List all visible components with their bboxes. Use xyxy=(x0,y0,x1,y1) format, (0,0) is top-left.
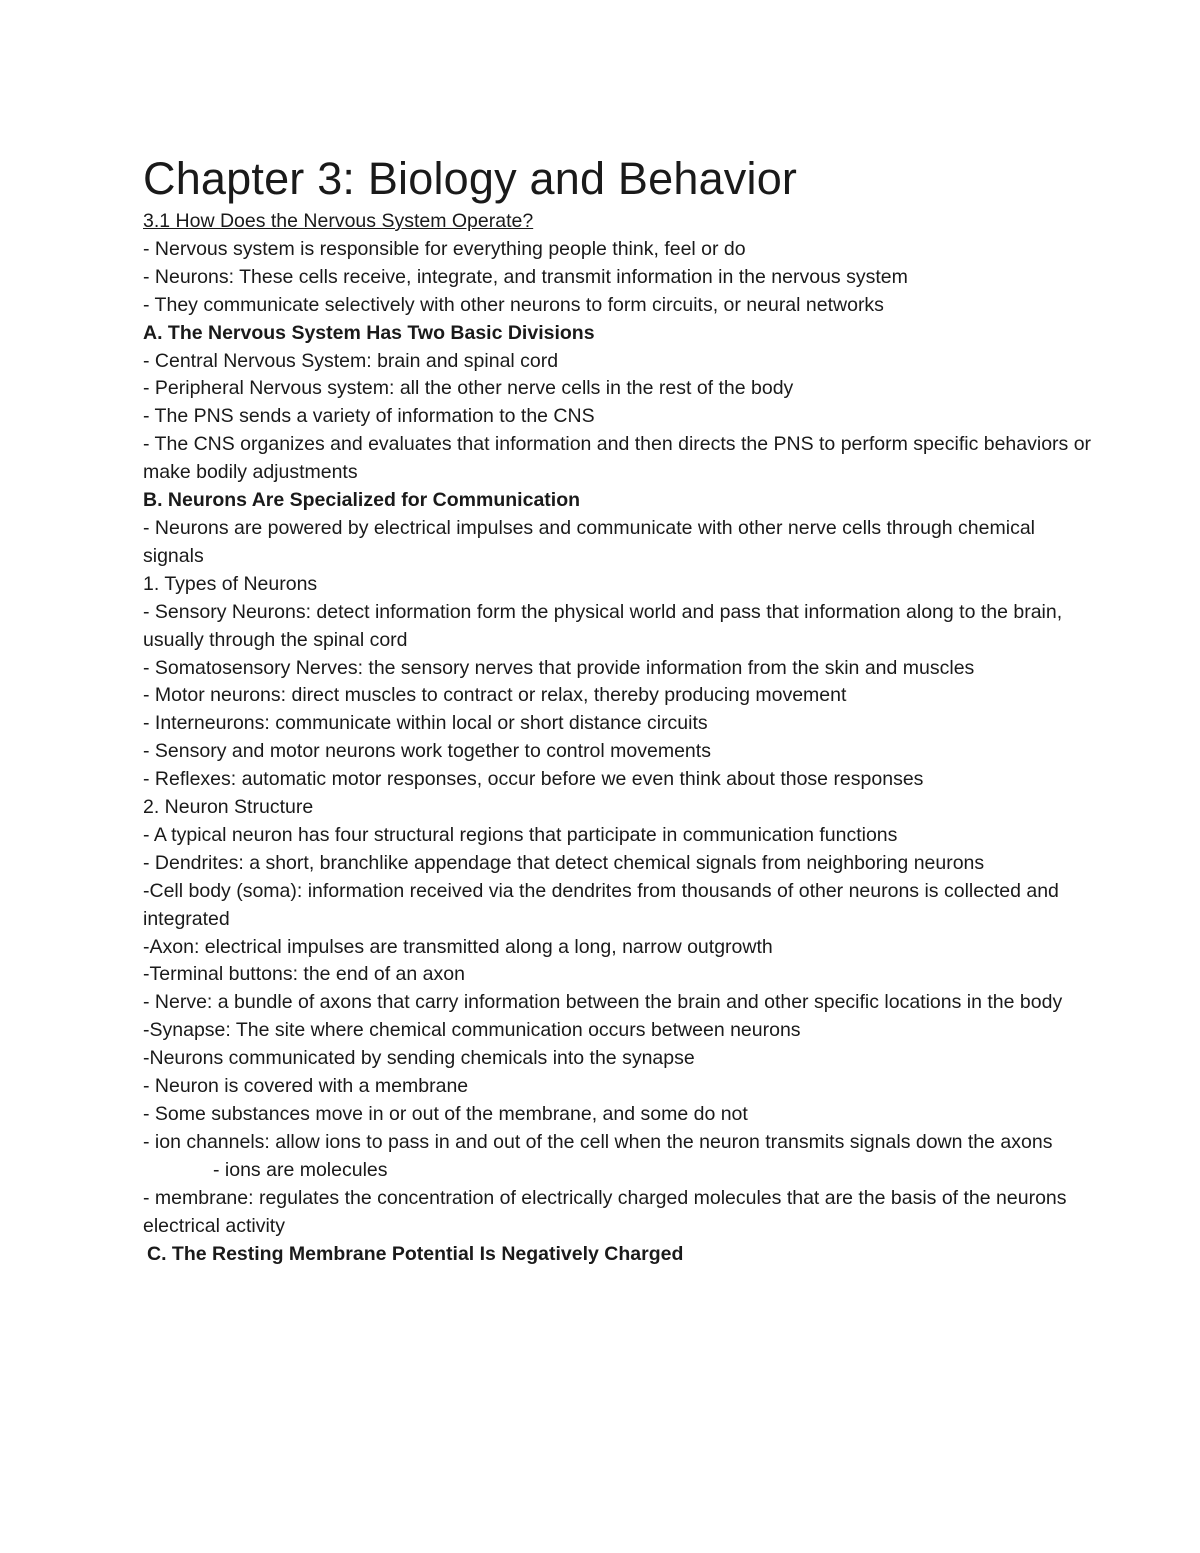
indented-line: - ions are molecules xyxy=(213,1158,388,1181)
body-line: - Somatosensory Nerves: the sensory nerves that provide information from the skin and muscles xyxy=(143,656,975,679)
body-line: -Axon: electrical impulses are transmitted along a long, narrow outgrowth xyxy=(143,935,773,958)
body-line: - Peripheral Nervous system: all the other nerve cells in the rest of the body xyxy=(143,377,794,400)
subheading-c: C. The Resting Membrane Potential Is Negatively Charged xyxy=(147,1242,684,1265)
numbered-heading: 1. Types of Neurons xyxy=(143,572,318,595)
body-line: - They communicate selectively with other neurons to form circuits, or neural networks xyxy=(143,293,884,316)
body-line: -Cell body (soma): information received via the dendrites from thousands of other neurons is collected and integrated xyxy=(143,879,1059,930)
body-line: - Nervous system is responsible for everything people think, feel or do xyxy=(143,237,746,260)
body-line: - Neuron is covered with a membrane xyxy=(143,1075,469,1098)
body-line: - The PNS sends a variety of information to the CNS xyxy=(143,405,595,428)
body-line: - Neurons are powered by electrical impulses and communicate with other nerve cells through chemical signals xyxy=(143,516,1036,567)
numbered-heading: 2. Neuron Structure xyxy=(143,796,314,819)
body-line: - The CNS organizes and evaluates that information and then directs the PNS to perform specific behaviors or make bodily adjustments xyxy=(143,433,1092,484)
body-line: - Sensory Neurons: detect information form the physical world and pass that information along to the brain, usually through the spinal cord xyxy=(143,600,1063,651)
subheading-b: B. Neurons Are Specialized for Communication xyxy=(143,489,581,512)
subheading-a: A. The Nervous System Has Two Basic Divisions xyxy=(143,321,595,344)
body-line: - Neurons: These cells receive, integrate, and transmit information in the nervous system xyxy=(143,265,908,288)
body-line: - Some substances move in or out of the membrane, and some do not xyxy=(143,1103,748,1125)
body-line: - membrane: regulates the concentration of electrically charged molecules that are the basis of the neurons electrical activity xyxy=(143,1186,1067,1237)
body-line: - ion channels: allow ions to pass in and out of the cell when the neuron transmits signals down the axons xyxy=(143,1130,1053,1153)
body-line: - Central Nervous System: brain and spinal cord xyxy=(143,349,559,372)
document-body xyxy=(143,150,1093,1268)
body-line: - A typical neuron has four structural regions that participate in communication functions xyxy=(143,823,898,846)
body-line: - Reflexes: automatic motor responses, occur before we even think about those responses xyxy=(143,768,924,791)
body-line: - Nerve: a bundle of axons that carry information between the brain and other specific locations in the body xyxy=(143,991,1063,1014)
page-title: Chapter 3: Biology and Behavior xyxy=(143,153,798,204)
body-line: - Dendrites: a short, branchlike appendage that detect chemical signals from neighboring neurons xyxy=(143,851,985,874)
section-heading: 3.1 How Does the Nervous System Operate? xyxy=(143,210,534,232)
body-line: - Motor neurons: direct muscles to contract or relax, thereby producing movement xyxy=(143,684,847,707)
body-line: - Sensory and motor neurons work together to control movements xyxy=(143,740,711,763)
body-line: -Neurons communicated by sending chemicals into the synapse xyxy=(143,1047,695,1070)
body-line: -Synapse: The site where chemical communication occurs between neurons xyxy=(143,1019,801,1042)
body-line: -Terminal buttons: the end of an axon xyxy=(143,963,465,986)
body-line: - Interneurons: communicate within local or short distance circuits xyxy=(143,712,708,735)
